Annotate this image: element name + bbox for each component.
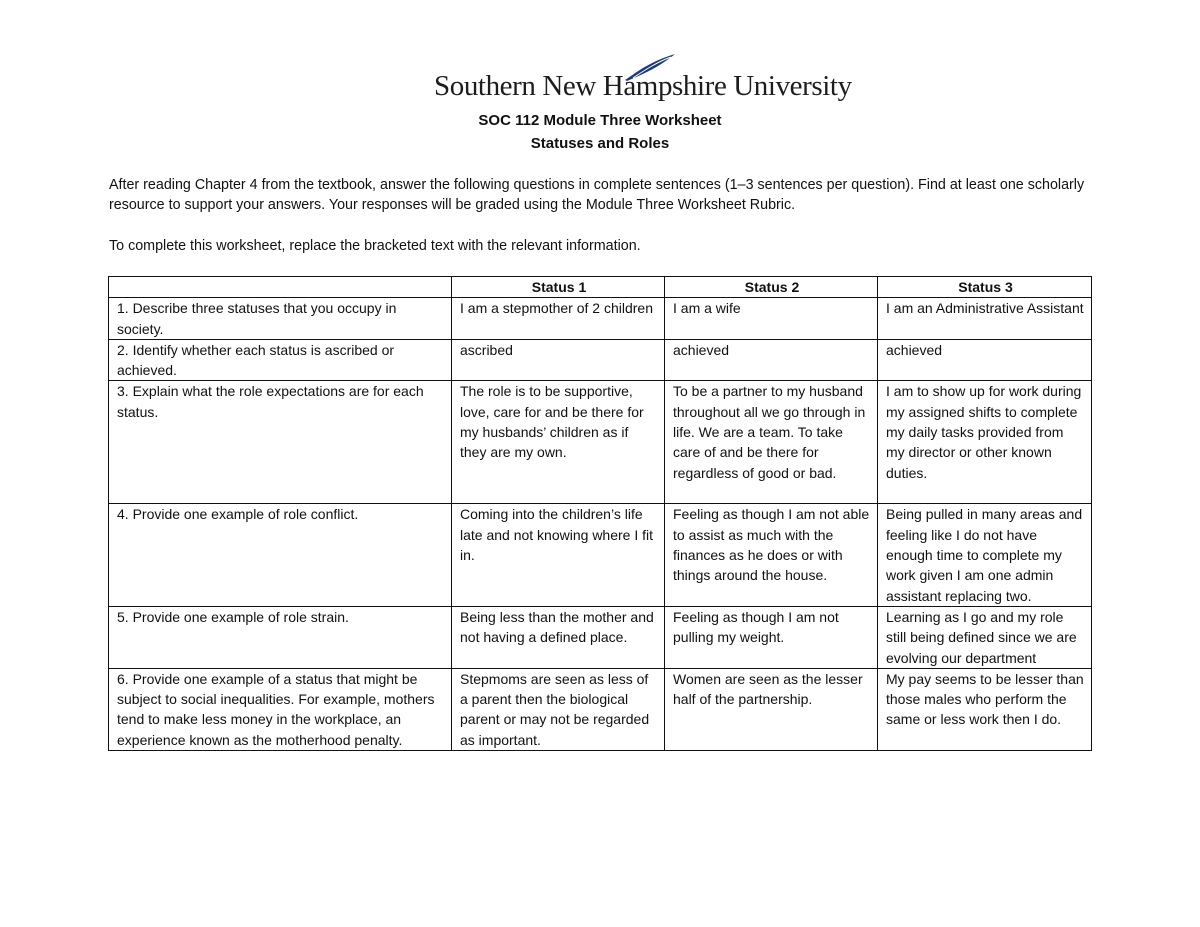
university-logo	[434, 52, 852, 108]
worksheet-table	[108, 276, 1092, 751]
table-header-row	[109, 277, 1092, 298]
answer-cell[interactable]: Women are seen as the lesser half of the partnership.	[665, 668, 878, 750]
question-cell: 5. Provide one example of role strain.	[109, 606, 452, 668]
table-row	[109, 298, 1092, 340]
question-cell: 1. Describe three statuses that you occupy in society.	[109, 298, 452, 340]
worksheet-title: SOC 112 Module Three Worksheet	[478, 112, 722, 129]
header-status-3: Status 3	[878, 277, 1092, 298]
answer-cell[interactable]: achieved	[878, 339, 1092, 381]
question-cell: 2. Identify whether each status is ascribed or achieved.	[109, 339, 452, 381]
answer-cell[interactable]: Being pulled in many areas and feeling like I do not have enough time to complete my work given I am one admin assistant replacing two.	[878, 504, 1092, 606]
question-cell: 6. Provide one example of a status that might be subject to social inequalities. For example, mothers tend to make less money in the workplace, an experience known as the motherhood penalty.	[109, 668, 452, 750]
table-row	[109, 668, 1092, 750]
answer-cell[interactable]: ascribed	[452, 339, 665, 381]
answer-cell[interactable]: My pay seems to be lesser than those males who perform the same or less work then I do.	[878, 668, 1092, 750]
answer-cell[interactable]: I am an Administrative Assistant	[878, 298, 1092, 340]
worksheet-subtitle: Statuses and Roles	[530, 135, 670, 152]
table-row	[109, 504, 1092, 606]
answer-cell[interactable]: Feeling as though I am not able to assist as much with the finances as he does or with things around the house.	[665, 504, 878, 606]
answer-cell[interactable]: I am a wife	[665, 298, 878, 340]
answer-cell[interactable]: Being less than the mother and not having a defined place.	[452, 606, 665, 668]
instructions-note: To complete this worksheet, replace the bracketed text with the relevant information.	[109, 238, 641, 254]
question-cell: 3. Explain what the role expectations are for each status.	[109, 381, 452, 504]
answer-cell[interactable]: achieved	[665, 339, 878, 381]
answer-cell[interactable]: Feeling as though I am not pulling my weight.	[665, 606, 878, 668]
answer-cell[interactable]: To be a partner to my husband throughout all we go through in life. We are a team. To take care of and be there for regardless of good or bad.	[665, 381, 878, 504]
answer-cell[interactable]: Coming into the children’s life late and not knowing where I fit in.	[452, 504, 665, 606]
question-cell: 4. Provide one example of role conflict.	[109, 504, 452, 606]
answer-cell[interactable]: Learning as I go and my role still being defined since we are evolving our department	[878, 606, 1092, 668]
table-row	[109, 606, 1092, 668]
university-name: Southern New Hampshire University	[434, 70, 852, 102]
instructions-paragraph: After reading Chapter 4 from the textbook, answer the following questions in complete sentences (1–3 sentences per question). Find at least one scholarly resource to support your answers. Your responses will be graded using the Module Three Worksheet Rubric.	[109, 177, 1085, 213]
header-status-1: Status 1	[452, 277, 665, 298]
answer-cell[interactable]: I am a stepmother of 2 children	[452, 298, 665, 340]
table-row	[109, 381, 1092, 504]
answer-cell[interactable]: I am to show up for work during my assigned shifts to complete my daily tasks provided from my director or other known duties.	[878, 381, 1092, 504]
header-status-2: Status 2	[665, 277, 878, 298]
answer-cell[interactable]: Stepmoms are seen as less of a parent then the biological parent or may not be regarded as important.	[452, 668, 665, 750]
answer-cell[interactable]: The role is to be supportive, love, care for and be there for my husbands’ children as if they are my own.	[452, 381, 665, 504]
header-question	[109, 277, 452, 298]
table-row	[109, 339, 1092, 381]
